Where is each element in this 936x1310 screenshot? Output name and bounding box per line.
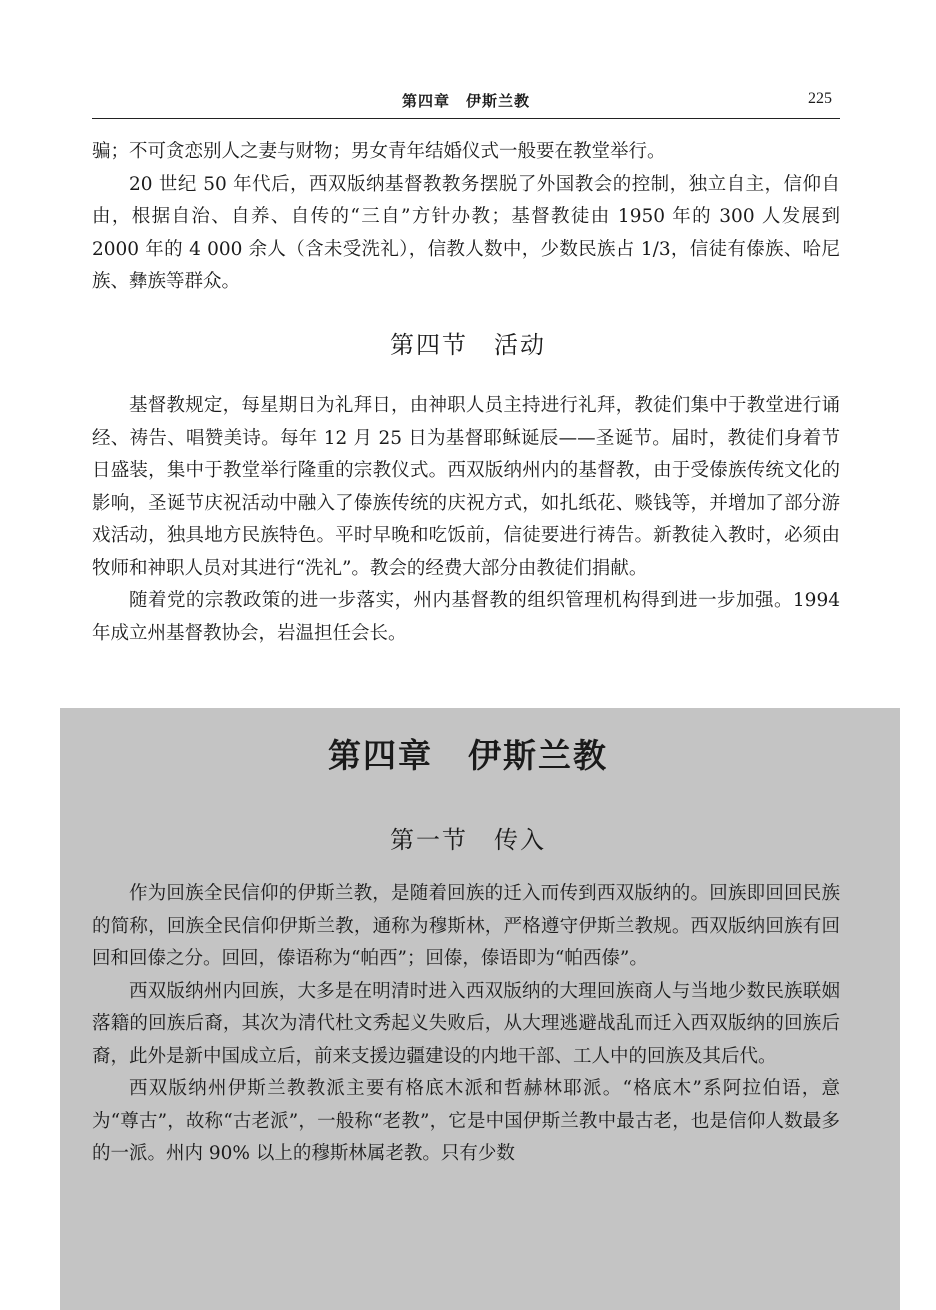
chapter-heading: 第四章 伊斯兰教 — [328, 736, 608, 775]
paragraph: 20 世纪 50 年代后，西双版纳基督教教务摆脱了外国教会的控制，独立自主，信仰自由，根据自治、自养、自传的“三自”方针办教；基督教徒由 1950 年的 300 人发展到 2000 年的 4 000 余人（含未受洗礼），信教人数中，少数民族占 1/3，信徒有傣族、哈尼族、彝族等群众。 — [92, 173, 840, 292]
paragraph: 骗；不可贪恋别人之妻与财物；男女青年结婚仪式一般要在教堂举行。 — [92, 141, 666, 162]
running-header-title: 第四章 伊斯兰教 — [401, 92, 530, 110]
running-header — [92, 86, 840, 119]
section-heading-activity: 第四节 活动 — [390, 331, 546, 359]
paragraph: 随着党的宗教政策的进一步落实，州内基督教的组织管理机构得到进一步加强。1994 年成立州基督教协会，岩温担任会长。 — [92, 590, 840, 644]
activity-text-block — [92, 390, 840, 650]
section-heading-introduction: 第一节 传入 — [390, 826, 546, 854]
page-number: 225 — [808, 90, 832, 107]
paragraph: 基督教规定，每星期日为礼拜日，由神职人员主持进行礼拜，教徒们集中于教堂进行诵经、祷告、唱赞美诗。每年 12 月 25 日为基督耶稣诞辰——圣诞节。届时，教徒们身着节日盛装，集中于教堂举行隆重的宗教仪式。西双版纳州内的基督教，由于受傣族传统文化的影响，圣诞节庆祝活动中融入了傣族传统的庆祝方式，如扎纸花、赕钱等，并增加了部分游戏活动，独具地方民族特色。平时早晚和吃饭前，信徒要进行祷告。新教徒入教时，必须由牧师和神职人员对其进行“洗礼”。教会的经费大部分由教徒们捐献。 — [92, 395, 840, 579]
continued-text-block — [92, 136, 840, 299]
paragraph: 西双版纳州内回族，大多是在明清时进入西双版纳的大理回族商人与当地少数民族联姻落籍的回族后裔，其次为清代杜文秀起义失败后，从大理逃避战乱而迁入西双版纳的回族后裔，此外是新中国成立后，前来支援边疆建设的内地干部、工人中的回族及其后代。 — [92, 980, 840, 1067]
paragraph: 西双版纳州伊斯兰教教派主要有格底木派和哲赫林耶派。“格底木”系阿拉伯语，意为“尊古”，故称“古老派”，一般称“老教”，它是中国伊斯兰教中最古老，也是信仰人数最多的一派。州内 90% 以上的穆斯林属老教。只有少数 — [92, 1078, 840, 1164]
introduction-text-block — [92, 878, 840, 1171]
paragraph: 作为回族全民信仰的伊斯兰教，是随着回族的迁入而传到西双版纳的。回族即回回民族的简称，回族全民信仰伊斯兰教，通称为穆斯林，严格遵守伊斯兰教规。西双版纳回族有回回和回傣之分。回回，傣语称为“帕西”；回傣，傣语即为“帕西傣”。 — [92, 883, 840, 969]
